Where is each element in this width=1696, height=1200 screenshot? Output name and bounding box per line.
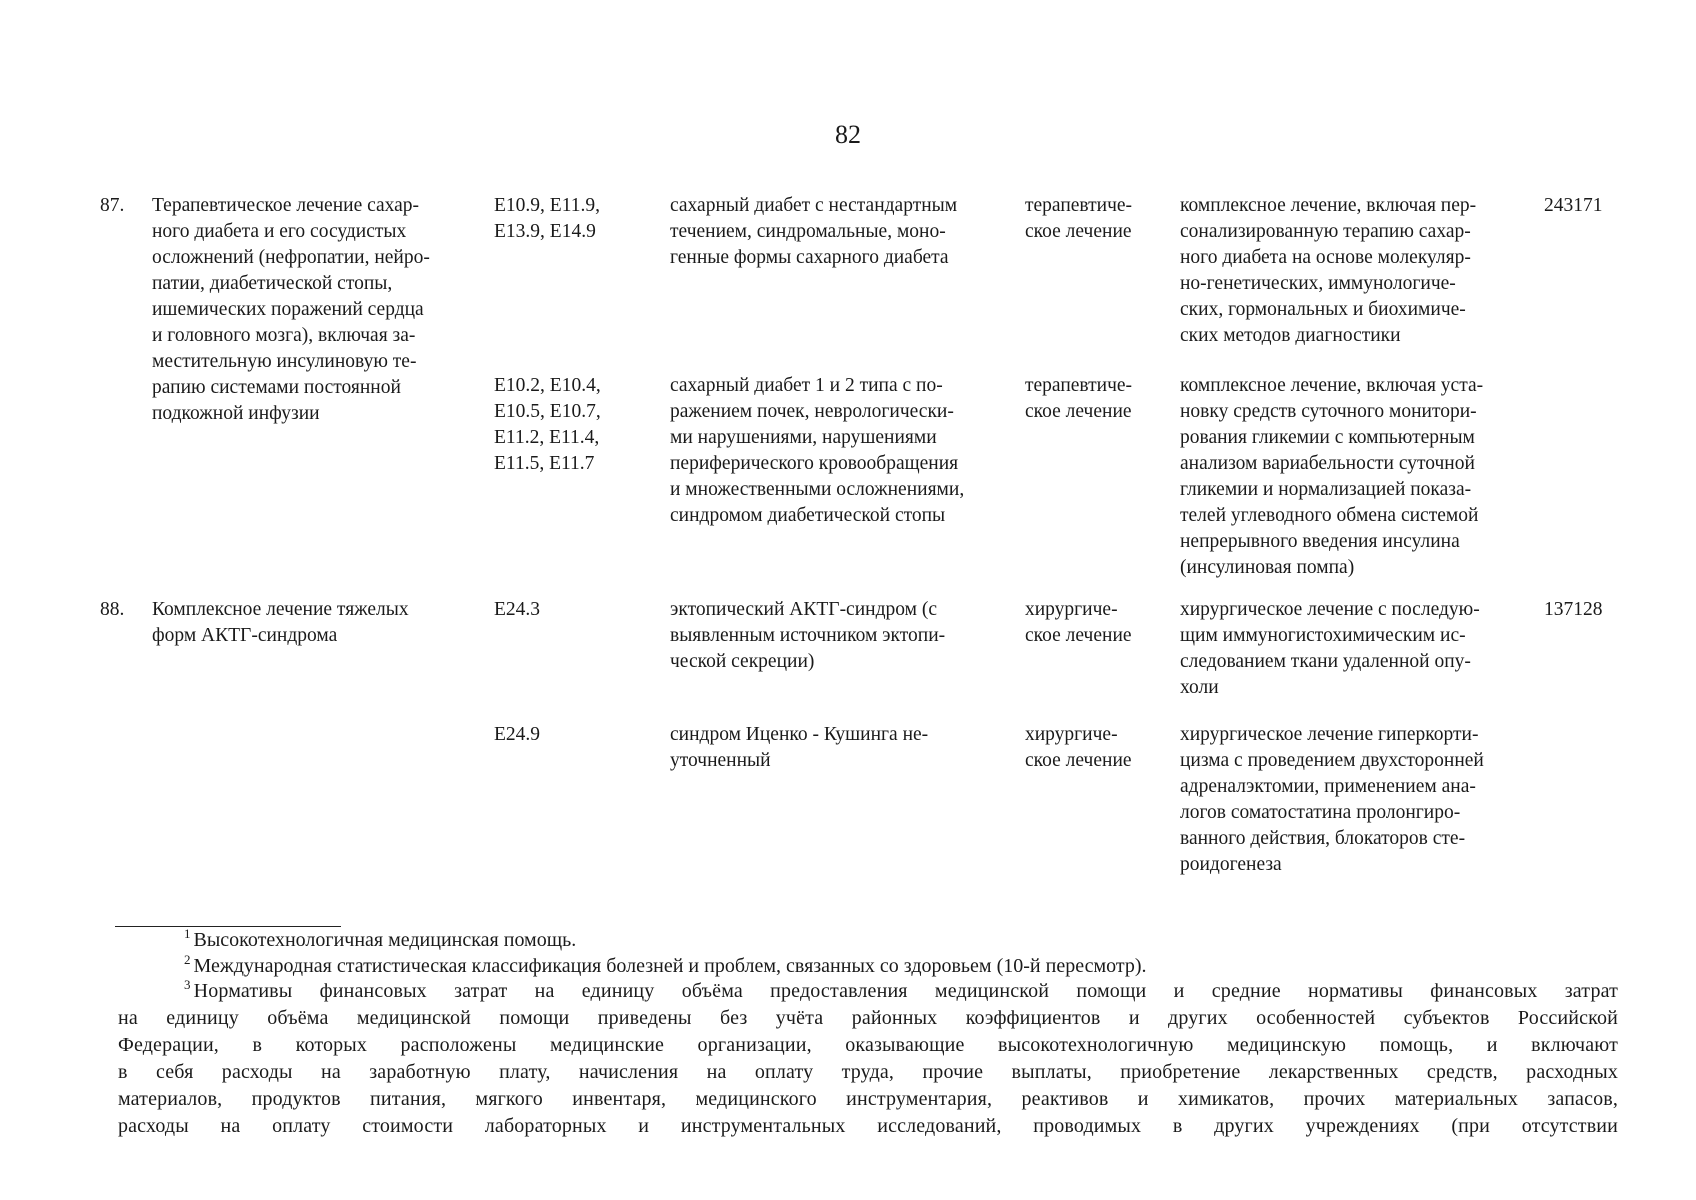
footnote-mark: 3 xyxy=(184,977,191,993)
footnote-mark: 2 xyxy=(184,952,191,968)
patient-model: сахарный диабет с нестандартным течением, синдромальные, моно- генные формы сахарного диабета xyxy=(670,195,958,268)
treatment-name: Комплексное лечение тяжелых форм АКТГ-синдрома xyxy=(152,599,409,646)
treatment-method: комплексное лечение, включая уста- новку средств суточного монитори- рования гликемии с компьютерным анализом вариабельности суточной гликемии и нормализацией показа- телей углеводного обмена системой непрерывного введения инсулина (инсулиновая помпа) xyxy=(1180,375,1484,578)
footnote-line: в себя расходы на заработную плату, начисления на оплату труда, прочие выплаты, приобретение лекарственных средств, расходных xyxy=(118,1061,1618,1083)
treatment-type: хирургиче- ское лечение xyxy=(1025,599,1132,646)
treatment-type: терапевтиче- ское лечение xyxy=(1025,375,1133,422)
patient-model: сахарный диабет 1 и 2 типа с по- ражением почек, неврологически- ми нарушениями, нарушениями периферического кровообращения и множественными осложнениями, синдромом диабетической стопы xyxy=(670,375,965,526)
footnote-line xyxy=(118,978,1618,1005)
icd-codes: E10.2, E10.4, E10.5, E10.7, E11.2, E11.4, E11.5, E11.7 xyxy=(494,375,601,474)
treatment-type: хирургиче- ское лечение xyxy=(1025,724,1132,771)
footnote-line: расходы на оплату стоимости лабораторных и инструментальных исследований, проводимых в других учреждениях (при отсутствии xyxy=(118,1115,1618,1137)
footnote-text: Нормативы финансовых затрат на единицу объёма предоставления медицинской помощи и средние нормативы финансовых затрат xyxy=(193,980,1618,1002)
treatment-name: Терапевтическое лечение сахар- ного диабета и его сосудистых осложнений (нефропатии, нейро- патии, диабетической стопы, ишемических поражений сердца и головного мозга), включая за- местительную инсулиновую те- рапию системами постоянной подкожной инфузии xyxy=(152,195,430,424)
row-number: 87. xyxy=(100,195,125,216)
footnote-text: Международная статистическая классификация болезней и проблем, связанных со здоровьем (10-й пересмотр). xyxy=(193,955,1147,977)
cost-norm: 137128 xyxy=(1544,599,1603,620)
treatment-method: хирургическое лечение гиперкорти- цизма с проведением двухсторонней адреналэктомии, применением ана- логов соматостатина пролонгиро- ванного действия, блокаторов сте- роидогенеза xyxy=(1180,724,1484,875)
footnote-2 xyxy=(184,953,1618,980)
icd-codes: E10.9, E11.9, E13.9, E14.9 xyxy=(494,195,600,242)
page-number: 82 xyxy=(835,120,861,149)
icd-codes: E24.9 xyxy=(494,724,541,745)
footnote-line: Федерации, в которых расположены медицинские организации, оказывающие высокотехнологичную медицинскую помощь, и включают xyxy=(118,1034,1618,1056)
cost-norm: 243171 xyxy=(1544,195,1603,216)
icd-codes: E24.3 xyxy=(494,599,541,620)
treatment-method: хирургическое лечение с последую- щим иммуногистохимическим ис- следованием ткани удаленной опу- холи xyxy=(1180,599,1480,698)
patient-model: эктопический АКТГ-синдром (с выявленным источником эктопи- ческой секреции) xyxy=(670,599,946,672)
footnote-mark: 1 xyxy=(184,926,191,942)
footnote-3 xyxy=(118,978,1618,1140)
footnote-line: на единицу объёма медицинской помощи приведены без учёта районных коэффициентов и других особенностей субъектов Российской xyxy=(118,1007,1618,1029)
footnote-1 xyxy=(184,927,1618,954)
patient-model: синдром Иценко - Кушинга не- уточненный xyxy=(670,724,929,771)
footnote-text: Высокотехнологичная медицинская помощь. xyxy=(193,929,577,951)
row-number: 88. xyxy=(100,599,125,620)
treatment-method: комплексное лечение, включая пер- сонализированную терапию сахар- ного диабета на основе молекуляр- но-генетических, иммунологиче- ских, гормональных и биохимиче- ских методов диагностики xyxy=(1180,195,1477,346)
footnote-line: материалов, продуктов питания, мягкого инвентаря, медицинского инструментария, реактивов и химикатов, прочих материальных запасов, xyxy=(118,1088,1618,1110)
treatment-type: терапевтиче- ское лечение xyxy=(1025,195,1133,242)
